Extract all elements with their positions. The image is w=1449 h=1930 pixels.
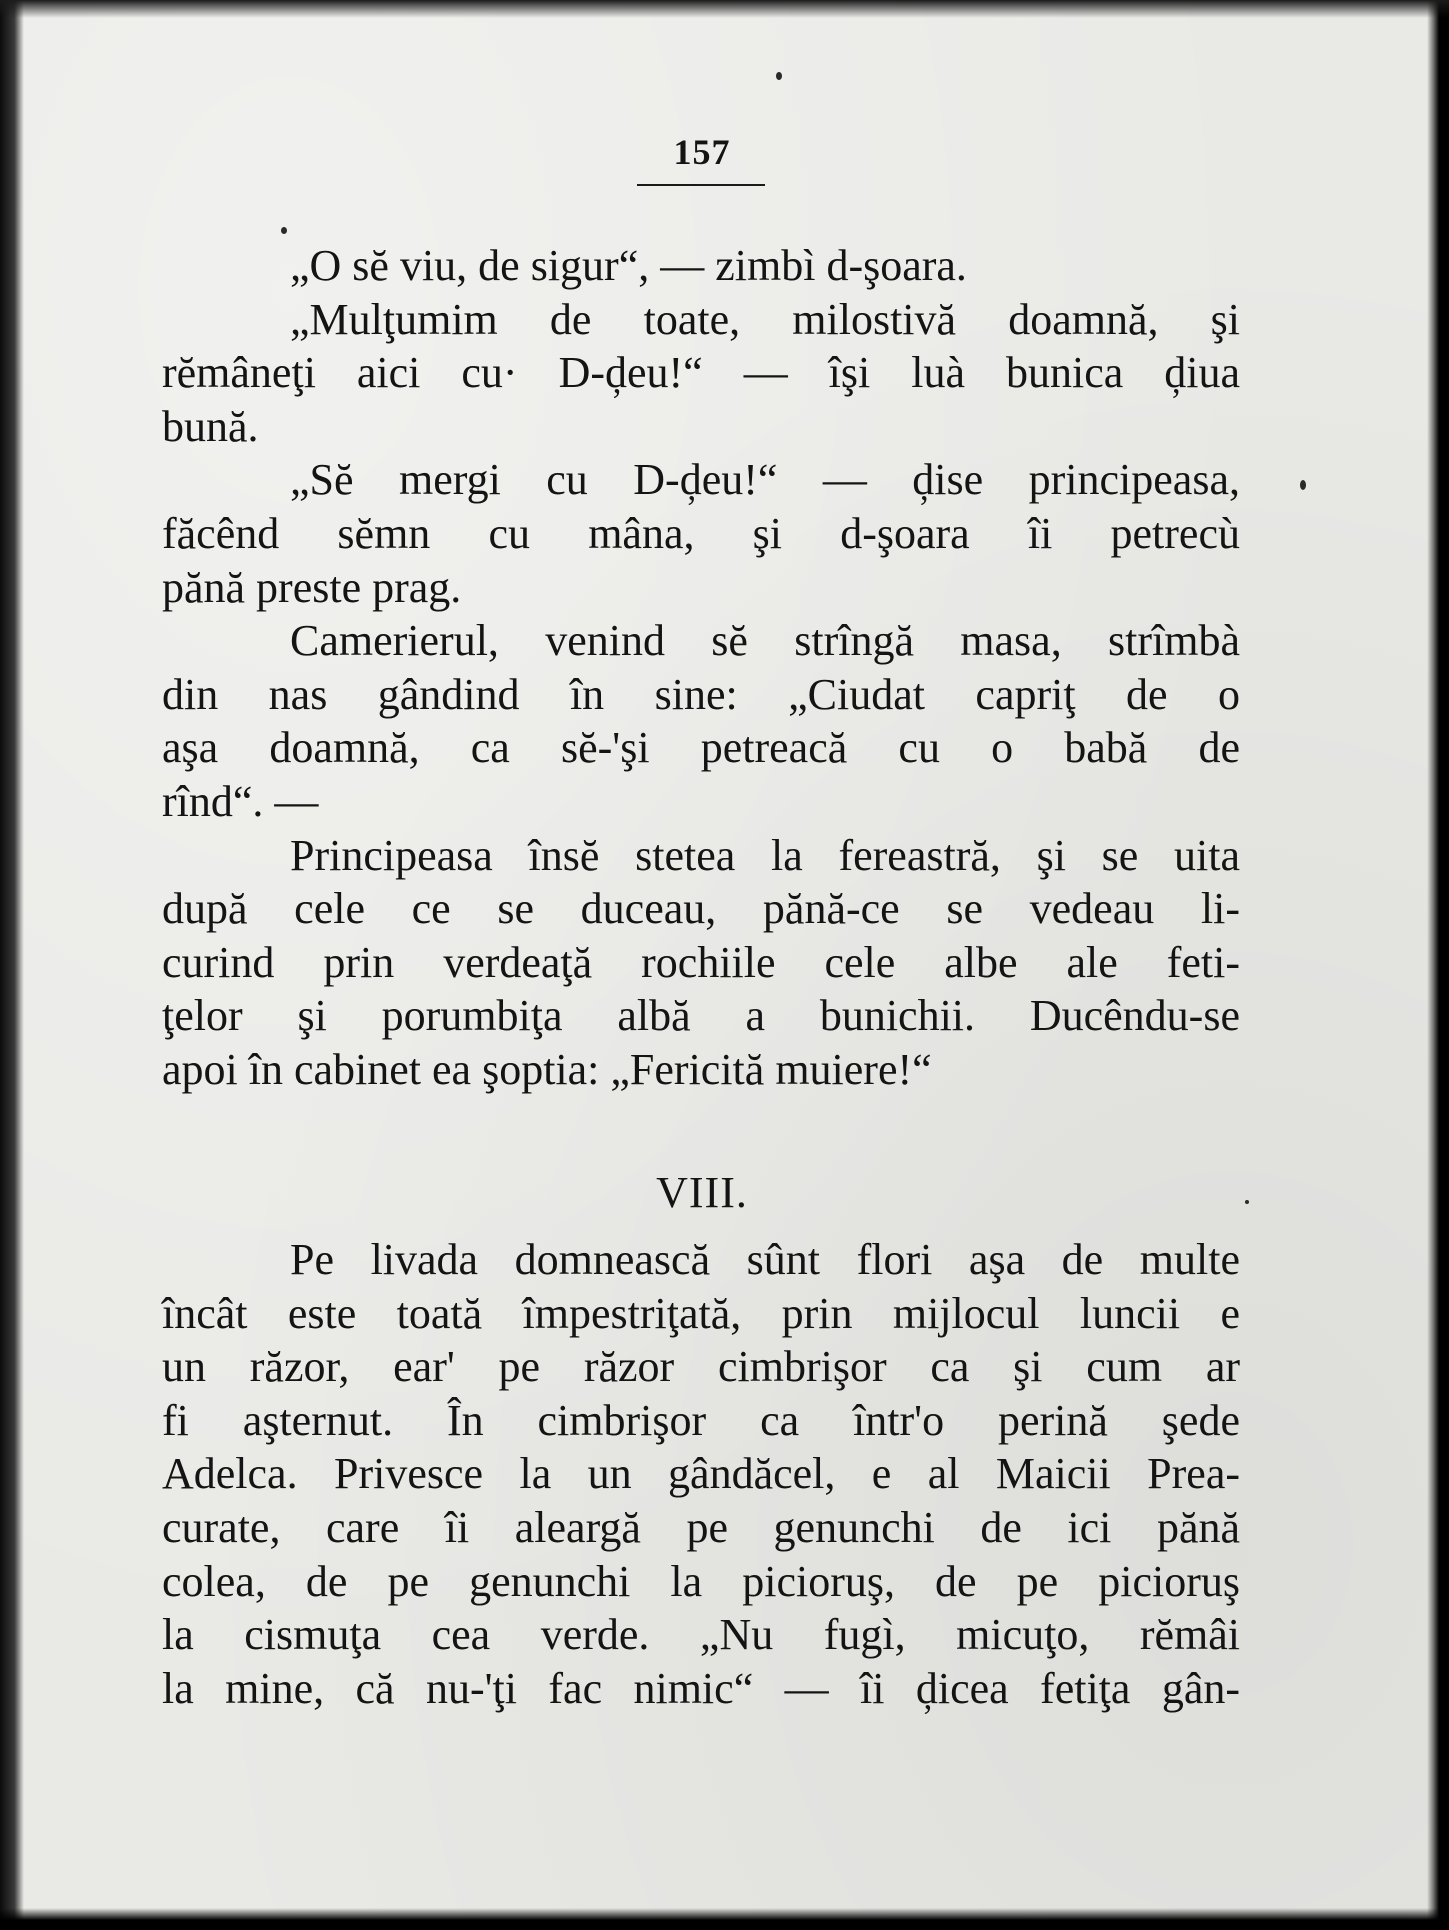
text-line: ţelor şi porumbiţa albă a bunichii. Ducêndu-se: [162, 991, 1240, 1041]
text-line: Principeasa însĕ stetea la fereastră, şi se uita: [290, 830, 1240, 880]
section-heading: VIII.: [656, 1168, 748, 1217]
text-line: la mine, că nu-'ţi fac nimic“ — îi ḑicea fetiţa gân-: [162, 1663, 1240, 1713]
text-line: făcênd sĕmn cu mâna, şi d-şoara îi petrecù: [162, 508, 1240, 558]
text-line: bună.: [162, 401, 259, 451]
scan-border-right: [1427, 0, 1449, 1930]
text-line: aşa doamnă, ca sĕ-'şi petreacă cu o babă de: [162, 723, 1240, 773]
text-line: curind prin verdeaţă rochiile cele albe ale feti-: [162, 937, 1240, 987]
text-line: încât este toată împestriţată, prin mijlocul luncii e: [162, 1288, 1240, 1338]
scan-speck: [776, 72, 782, 80]
text-line: fi aşternut. În cimbrişor ca într'o perină şede: [162, 1395, 1240, 1445]
text-line: „O sĕ viu, de sigur“, — zimbì d-şoara.: [290, 241, 967, 290]
text-line: pănă preste prag.: [162, 562, 462, 612]
text-line: colea, de pe genunchi la picioruş, de pe picioruş: [162, 1556, 1240, 1606]
scan-speck: [281, 227, 287, 234]
page-number: 157: [673, 132, 731, 172]
text-line: din nas gândind în sine: „Ciudat capriţ de o: [162, 669, 1240, 719]
page-number-rule: [637, 184, 765, 186]
text-line: curate, care îi aleargă pe genunchi de ici pănă: [162, 1502, 1240, 1552]
text-line: rînd“. —: [162, 776, 319, 826]
text-line: „Sĕ mergi cu D-ḑeu!“ — ḑise principeasa,: [290, 455, 1240, 505]
scan-border-bottom: [0, 1908, 1449, 1930]
scan-speck: [1300, 480, 1306, 490]
text-line: „Mulţumim de toate, milostivă doamnă, şi: [290, 294, 1240, 344]
text-line: Adelca. Privesce la un gândăcel, e al Maicii Prea-: [162, 1449, 1240, 1499]
text-block-before-section: [162, 239, 1240, 1097]
scan-border-top: [0, 0, 1449, 18]
text-line: un răzor, ear' pe răzor cimbrişor ca şi cum ar: [162, 1342, 1240, 1392]
text-line: rĕmâneţi aici cu· D-ḑeu!“ — îşi luà bunica ḑiua: [162, 348, 1240, 398]
text-line: Pe livada domnească sûnt flori aşa de multe: [290, 1235, 1240, 1284]
text-line: apoi în cabinet ea şoptia: „Fericită muiere!“: [162, 1044, 932, 1094]
text-block-after-section: [162, 1233, 1240, 1715]
text-line: după cele ce se duceau, pănă-ce se vedeau li-: [162, 884, 1240, 934]
text-line: Camerierul, venind sĕ strîngă masa, strîmbà: [290, 616, 1240, 666]
text-line: la cismuţa cea verde. „Nu fugì, micuţo, rĕmâi: [162, 1610, 1240, 1660]
scan-border-left: [0, 0, 24, 1930]
